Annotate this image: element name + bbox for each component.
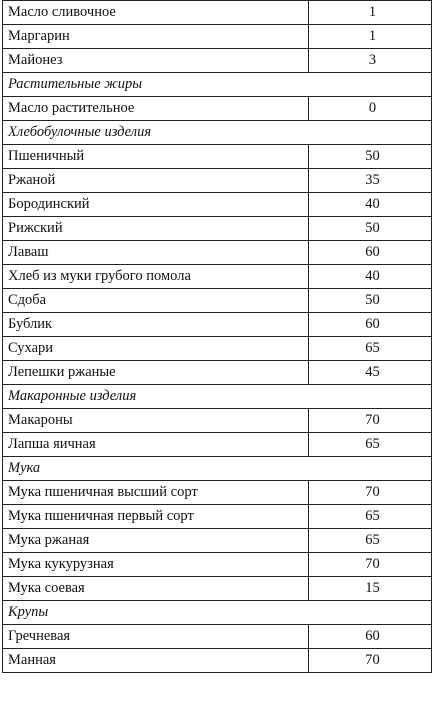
table-row: [3, 97, 432, 121]
table-row: [3, 577, 432, 601]
section-row: [3, 457, 432, 481]
table-body: [3, 1, 432, 673]
section-row: [3, 385, 432, 409]
product-value: 60: [309, 313, 432, 337]
table-row: [3, 337, 432, 361]
product-value: 15: [309, 577, 432, 601]
product-name: Мука соевая: [3, 577, 309, 601]
table-row: [3, 289, 432, 313]
product-value: 50: [309, 289, 432, 313]
product-name: Бублик: [3, 313, 309, 337]
product-value: 70: [309, 553, 432, 577]
table-row: [3, 529, 432, 553]
product-value: 1: [309, 25, 432, 49]
table-row: [3, 169, 432, 193]
table-row: [3, 265, 432, 289]
product-value: 70: [309, 649, 432, 673]
table-row: [3, 313, 432, 337]
table-row: [3, 217, 432, 241]
table-row: [3, 241, 432, 265]
product-name: Сдоба: [3, 289, 309, 313]
table-row: [3, 1, 432, 25]
product-table: [2, 0, 432, 673]
product-name: Лаваш: [3, 241, 309, 265]
section-title: Макаронные изделия: [3, 385, 432, 409]
product-name: Манная: [3, 649, 309, 673]
product-value: 3: [309, 49, 432, 73]
product-value: 65: [309, 529, 432, 553]
product-name: Мука пшеничная высший сорт: [3, 481, 309, 505]
section-title: Хлебобулочные изделия: [3, 121, 432, 145]
table-row: [3, 145, 432, 169]
table-row: [3, 505, 432, 529]
product-name: Масло растительное: [3, 97, 309, 121]
product-value: 40: [309, 193, 432, 217]
product-name: Маргарин: [3, 25, 309, 49]
product-value: 60: [309, 241, 432, 265]
product-value: 65: [309, 505, 432, 529]
table-row: [3, 649, 432, 673]
product-value: 35: [309, 169, 432, 193]
product-name: Сухари: [3, 337, 309, 361]
product-name: Лепешки ржаные: [3, 361, 309, 385]
product-name: Пшеничный: [3, 145, 309, 169]
section-row: [3, 121, 432, 145]
section-title: Растительные жиры: [3, 73, 432, 97]
table-row: [3, 25, 432, 49]
product-value: 65: [309, 433, 432, 457]
product-name: Масло сливочное: [3, 1, 309, 25]
product-value: 70: [309, 481, 432, 505]
section-row: [3, 601, 432, 625]
product-name: Мука пшеничная первый сорт: [3, 505, 309, 529]
product-value: 70: [309, 409, 432, 433]
product-value: 50: [309, 217, 432, 241]
product-name: Ржаной: [3, 169, 309, 193]
table-row: [3, 625, 432, 649]
product-value: 40: [309, 265, 432, 289]
product-name: Макароны: [3, 409, 309, 433]
table-row: [3, 49, 432, 73]
section-row: [3, 73, 432, 97]
product-value: 0: [309, 97, 432, 121]
product-name: Гречневая: [3, 625, 309, 649]
product-value: 45: [309, 361, 432, 385]
product-name: Мука кукурузная: [3, 553, 309, 577]
product-name: Мука ржаная: [3, 529, 309, 553]
table-row: [3, 553, 432, 577]
product-name: Рижский: [3, 217, 309, 241]
product-value: 50: [309, 145, 432, 169]
product-name: Майонез: [3, 49, 309, 73]
product-name: Хлеб из муки грубого помола: [3, 265, 309, 289]
product-value: 1: [309, 1, 432, 25]
table-row: [3, 409, 432, 433]
product-name: Лапша яичная: [3, 433, 309, 457]
product-value: 60: [309, 625, 432, 649]
table-row: [3, 193, 432, 217]
section-title: Крупы: [3, 601, 432, 625]
section-title: Мука: [3, 457, 432, 481]
table-row: [3, 361, 432, 385]
product-name: Бородинский: [3, 193, 309, 217]
product-value: 65: [309, 337, 432, 361]
table-row: [3, 481, 432, 505]
table-row: [3, 433, 432, 457]
